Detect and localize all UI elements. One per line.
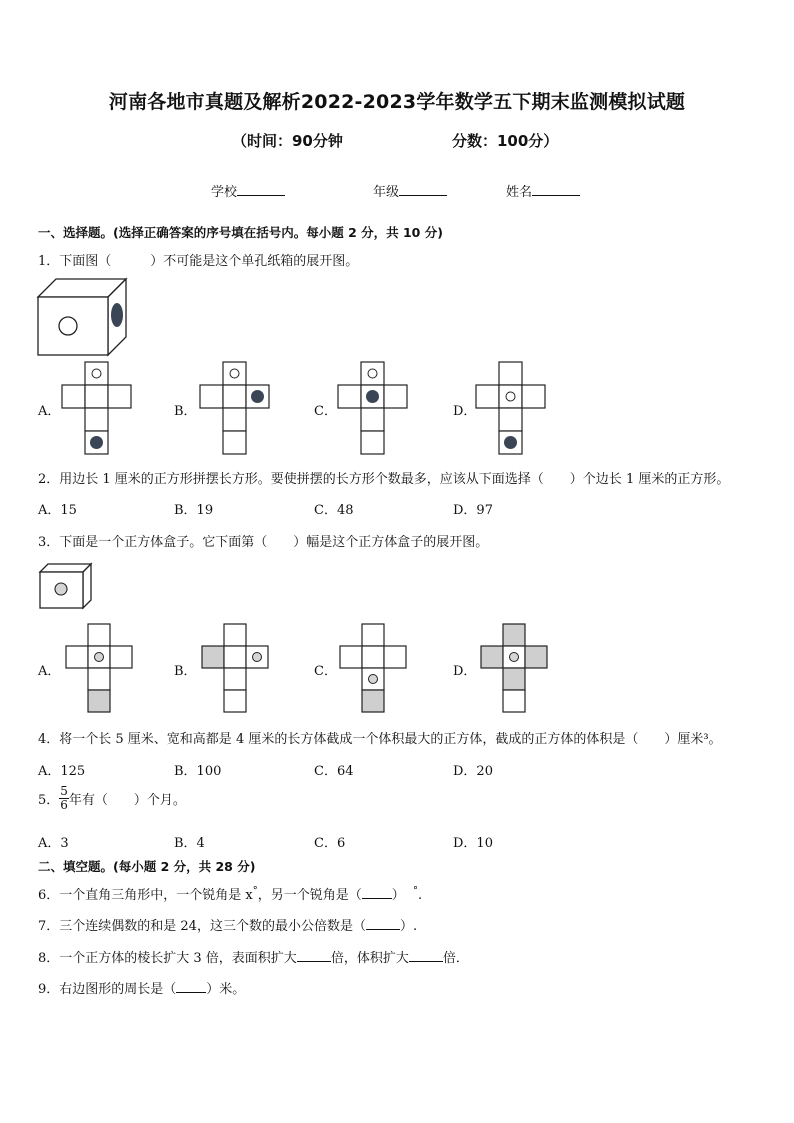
q3-option-b[interactable]: B． xyxy=(174,664,197,679)
section-heading-choice: 一、选择题。(选择正确答案的序号填在括号内。每小题 2 分，共 10 分) xyxy=(38,225,443,240)
q6-answer-blank[interactable] xyxy=(362,886,392,899)
q1-option-b[interactable]: B． xyxy=(174,404,197,419)
q2-option-a[interactable]: A．15 xyxy=(38,503,77,518)
question-6: 6．一个直角三角形中，一个锐角是 x°，另一个锐角是（ ） °. xyxy=(38,885,423,903)
question-2-text: 2．用边长 1 厘米的正方形拼摆长方形。要使拼摆的长方形个数最多，应该从下面选择（ ）个边长 1 厘米的正方形。 xyxy=(38,472,730,487)
q3-option-d[interactable]: D． xyxy=(453,664,477,679)
q1-net-d xyxy=(474,360,548,456)
q2-option-b[interactable]: B．19 xyxy=(174,503,214,518)
q3-option-a[interactable]: A． xyxy=(38,664,61,679)
q4-option-b[interactable]: B．100 xyxy=(174,764,222,779)
box-with-hole-figure xyxy=(36,277,130,357)
q2-option-d[interactable]: D．97 xyxy=(453,503,493,518)
q4-option-a[interactable]: A．125 xyxy=(38,764,86,779)
q8-answer-blank-2[interactable] xyxy=(409,949,443,962)
page-title: 河南各地市真题及解析2022-2023学年数学五下期末监测模拟试题 xyxy=(108,91,686,113)
question-8: 8．一个正方体的棱长扩大 3 倍，表面积扩大 倍，体积扩大 倍． xyxy=(38,951,469,966)
question-1-text: 1．下面图（ ）不可能是这个单孔纸箱的展开图。 xyxy=(38,254,359,269)
fraction-five-sixths: $\frac{5}{6}$ xyxy=(60,784,68,812)
q3-net-a xyxy=(64,622,136,714)
q1-net-a xyxy=(60,360,134,456)
q1-option-c[interactable]: C． xyxy=(314,404,337,419)
question-9: 9．右边图形的周长是（ ）米。 xyxy=(38,982,246,997)
exam-time: （时间：90分钟 xyxy=(232,132,343,150)
cube-box-figure xyxy=(38,562,94,610)
q1-option-d[interactable]: D． xyxy=(453,404,477,419)
name-field[interactable]: 姓名 xyxy=(506,181,580,200)
q9-answer-blank[interactable] xyxy=(176,980,206,993)
q8-answer-blank-1[interactable] xyxy=(297,949,331,962)
q5-option-b[interactable]: B．4 xyxy=(174,836,205,851)
q5-option-c[interactable]: C．6 xyxy=(314,836,346,851)
q1-net-b xyxy=(198,360,272,456)
exam-score: 分数：100分） xyxy=(452,132,559,150)
q1-net-c xyxy=(336,360,410,456)
q2-option-c[interactable]: C．48 xyxy=(314,503,354,518)
q3-net-b xyxy=(200,622,272,714)
q3-option-c[interactable]: C． xyxy=(314,664,337,679)
grade-field[interactable]: 年级 xyxy=(373,181,447,200)
question-5: 5． $\frac{5}{6}$ 年有（ ）个月。 xyxy=(38,784,186,812)
question-7: 7．三个连续偶数的和是 24，这三个数的最小公倍数是（ ）. xyxy=(38,919,418,934)
q5-option-d[interactable]: D．10 xyxy=(453,836,493,851)
school-field[interactable]: 学校 xyxy=(211,181,285,200)
q3-net-d xyxy=(479,622,551,714)
q1-option-a[interactable]: A． xyxy=(38,404,61,419)
section-heading-fill: 二、填空题。(每小题 2 分，共 28 分) xyxy=(38,859,256,874)
q4-option-c[interactable]: C．64 xyxy=(314,764,354,779)
q4-option-d[interactable]: D．20 xyxy=(453,764,493,779)
q5-option-a[interactable]: A．3 xyxy=(38,836,69,851)
question-3-text: 3．下面是一个正方体盒子。它下面第（ ）幅是这个正方体盒子的展开图。 xyxy=(38,535,489,550)
q7-answer-blank[interactable] xyxy=(366,917,400,930)
q3-net-c xyxy=(338,622,410,714)
question-4-text: 4．将一个长 5 厘米、宽和高都是 4 厘米的长方体截成一个体积最大的正方体，截成的正方体的体积是（ ）厘米³。 xyxy=(38,732,722,747)
